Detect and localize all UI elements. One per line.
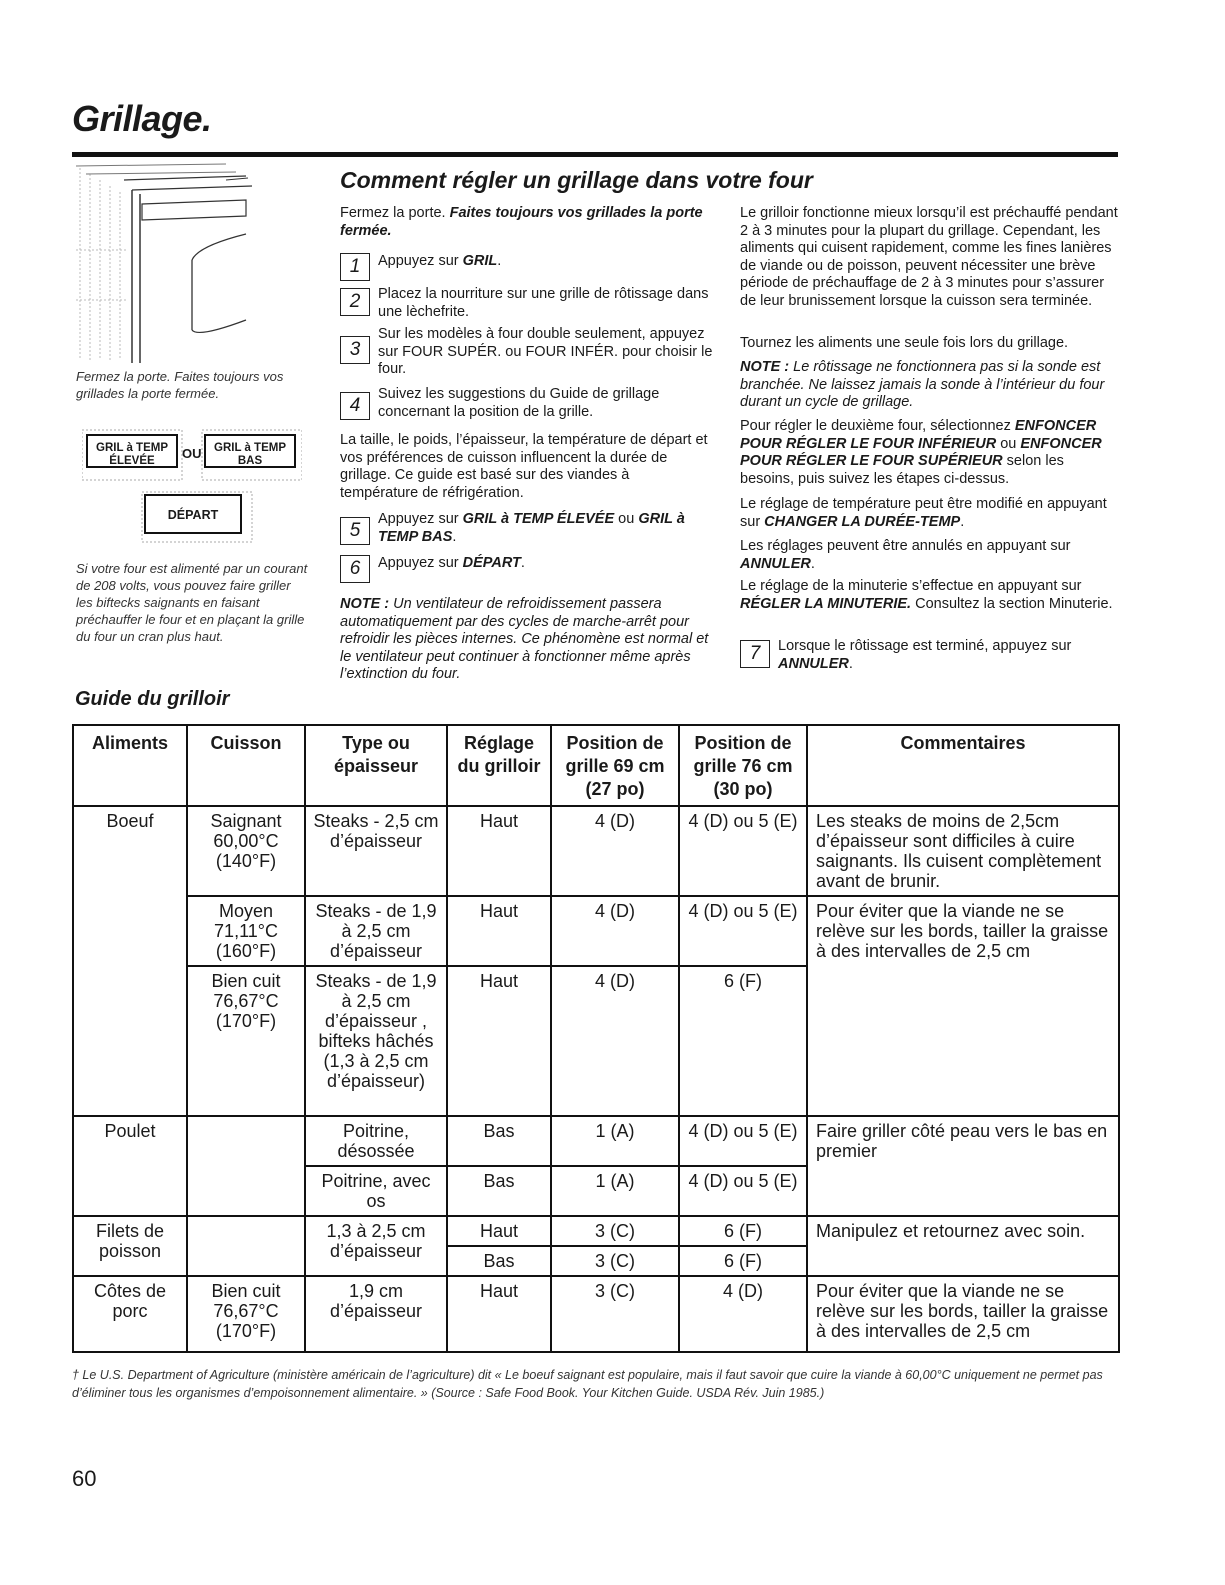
cell-cooking: Moyen 71,11°C (160°F) [187, 896, 305, 966]
step-number-1: 1 [340, 253, 370, 281]
cell-pos-69: 4 (D) [551, 806, 679, 896]
step-number-3: 3 [340, 336, 370, 364]
cell-comment: Pour éviter que la viande ne se relève sur les bords, tailler la graisse à des intervalles de 2,5 cm [807, 896, 1119, 1116]
size-paragraph: La taille, le poids, l’épaisseur, la température de départ et vos préférences de cuisson influencent la durée de grillage. Ce guide est basé sur des viandes à température de réfrigération. [340, 432, 708, 501]
step5-key2: GRIL à TEMP BAS [378, 511, 685, 545]
p3-a: Pour régler le deuxième four, sélectionnez [740, 418, 1015, 434]
preheat-paragraph: Le grilloir fonctionne mieux lorsqu’il est préchauffé pendant 2 à 3 minutes pour la plupart du grillage. Cependant, les aliments qui cuisent rapidement, comme les fines lanières de viande ou de poisson, peuvent nécessiter une brève période de préchauffage de 2 à 3 minutes pour s’assurer de leur brunissement lorsque la cuisson sera terminée. [740, 205, 1118, 309]
cell-food: Boeuf [73, 806, 187, 1116]
cell-type: 1,9 cm d’épaisseur [305, 1276, 447, 1352]
fan-note [340, 596, 710, 684]
cell-setting: Haut [447, 1276, 551, 1352]
cell-cooking: Bien cuit 76,67°C (170°F) [187, 966, 305, 1116]
probe-note [740, 359, 1110, 412]
p4-a: Le réglage de température peut être modifié en appuyant sur [740, 496, 1107, 530]
timer-paragraph [740, 578, 1118, 613]
footnote: † Le U.S. Department of Agriculture (ministère américain de l’agriculture) dit « Le boeuf saignant est populaire, mais il faut savoir que cuire la viande à 60,00°C uniquement ne permet pas d’éliminer tous les organismes d’empoisonnement alimentaire. » (Source : Safe Food Book. Your Kitchen Guide. USDA Rév. Juin 1985.) [72, 1368, 1103, 1400]
step1-text: Appuyez sur [378, 253, 463, 269]
header-pos-76: Position de grille 76 cm (30 po) [679, 725, 807, 806]
illustration-caption: Fermez la porte. Faites toujours vos grillades la porte fermée. [76, 369, 284, 401]
note-text: Un ventilateur de refroidissement passera automatiquement par des cycles de marche-arrêt pour refroidir les pièces internes. Ce phénomène est normal et le ventilateur peut continuer à fonctionner même après l’extinction du four. [340, 596, 709, 682]
step-number-5: 5 [340, 517, 370, 545]
step-1-text: Appuyez sur GRIL. [378, 253, 502, 269]
oven-door-illustration [76, 160, 308, 365]
cell-comment: Manipulez et retournez avec soin. [807, 1216, 1119, 1276]
second-oven-paragraph [740, 418, 1118, 488]
cell-type: Steaks - de 1,9 à 2,5 cm d’épaisseur , bifteks hâchés (1,3 à 2,5 cm d’épaisseur) [305, 966, 447, 1116]
title-rule [72, 152, 1118, 157]
step5-text: Appuyez sur [378, 511, 463, 527]
step7-text: Lorsque le rôtissage est terminé, appuyez sur [778, 638, 1072, 654]
cell-setting: Haut [447, 896, 551, 966]
header-setting: Réglage du grilloir [447, 725, 551, 806]
step7-key: ANNULER [778, 655, 849, 672]
cell-food: Filets de poisson [73, 1216, 187, 1276]
cell-pos-69: 1 (A) [551, 1116, 679, 1166]
step-7 [740, 638, 1120, 674]
start-button: DÉPART [144, 494, 242, 534]
cell-pos-69: 4 (D) [551, 966, 679, 1116]
oven-illustration-icon [76, 160, 308, 365]
probe-note-label: NOTE : [740, 359, 790, 375]
table-row [73, 896, 1119, 966]
cell-comment: Les steaks de moins de 2,5cm d’épaisseur sont difficiles à cuire saignants. Ils cuisent complètement avant de brunir. [807, 806, 1119, 896]
header-pos-69: Position de grille 69 cm (27 po) [551, 725, 679, 806]
p6-b: Consultez la section Minuterie. [911, 595, 1113, 612]
step2-text: Placez la nourriture sur une grille de rôtissage dans une lèchefrite. [378, 286, 709, 320]
section-title: Comment régler un grillage dans votre four [340, 167, 813, 193]
cell-setting: Haut [447, 806, 551, 896]
p3-key2: ENFONCER POUR RÉGLER LE FOUR SUPÉRIEUR [740, 435, 1102, 469]
cell-cooking: Saignant 60,00°C (140°F) [187, 806, 305, 896]
cell-setting: Bas [447, 1116, 551, 1166]
intro-bold: Faites toujours vos grillades la porte fermée. [340, 205, 703, 239]
p6-key: RÉGLER LA MINUTERIE. [740, 595, 912, 612]
step-number-4: 4 [340, 392, 370, 420]
cell-pos-76: 4 (D) ou 5 (E) [679, 1116, 807, 1166]
table-row [73, 1216, 1119, 1246]
cell-pos-69: 1 (A) [551, 1166, 679, 1216]
grill-high-button: GRIL à TEMP ÉLEVÉE [86, 434, 178, 468]
page-number: 60 [72, 1466, 97, 1491]
cell-type: Steaks - 2,5 cm d’épaisseur [305, 806, 447, 896]
page-title: Grillage. [72, 98, 212, 139]
cell-food: Côtes de porc [73, 1276, 187, 1352]
cell-cooking-empty [187, 1116, 305, 1216]
p5-key: ANNULER [740, 555, 811, 572]
step-6 [340, 553, 720, 583]
intro-text [340, 205, 720, 240]
cell-comment: Faire griller côté peau vers le bas en premier [807, 1116, 1119, 1216]
p5-a: Les réglages peuvent être annulés en appuyant sur [740, 538, 1071, 554]
header-type: Type ou épaisseur [305, 725, 447, 806]
header-cooking: Cuisson [187, 725, 305, 806]
cell-pos-69: 3 (C) [551, 1246, 679, 1276]
cell-cooking-empty [187, 1216, 305, 1276]
step1-key: GRIL [462, 253, 498, 269]
cell-type: Steaks - de 1,9 à 2,5 cm d’épaisseur [305, 896, 447, 966]
step-1 [340, 251, 720, 281]
note-label: NOTE : [340, 596, 390, 612]
broil-guide-table [72, 724, 1120, 1353]
p3-b: selon les besoins, puis suivez les étapes ci-dessus. [740, 453, 1064, 487]
cell-setting: Haut [447, 966, 551, 1116]
p4-key: CHANGER LA DURÉE-TEMP [764, 513, 961, 530]
step5-key1: GRIL à TEMP ÉLEVÉE [462, 511, 615, 527]
cell-pos-69: 4 (D) [551, 896, 679, 966]
cell-pos-69: 3 (C) [551, 1216, 679, 1246]
cancel-paragraph: Les réglages peuvent être annulés en appuyant sur ANNULER. [740, 538, 1071, 572]
step-5 [340, 511, 720, 547]
step3-text: Sur les modèles à four double seulement, appuyez sur FOUR SUPÉR. ou FOUR INFÉR. pour choisir le four. [378, 326, 713, 377]
table-row [73, 1276, 1119, 1352]
cell-food: Poulet [73, 1116, 187, 1216]
cell-type: Poitrine, avec os [305, 1166, 447, 1216]
cell-setting: Haut [447, 1216, 551, 1246]
cell-setting: Bas [447, 1246, 551, 1276]
cell-pos-76: 6 (F) [679, 1216, 807, 1246]
p3-or: ou [996, 435, 1021, 452]
cell-pos-76: 4 (D) ou 5 (E) [679, 896, 807, 966]
intro-plain: Fermez la porte. [340, 205, 450, 221]
step-number-6: 6 [340, 555, 370, 583]
step-number-7: 7 [740, 640, 770, 668]
control-panel [82, 428, 302, 558]
voltage-note: Si votre four est alimenté par un courant de 208 volts, vous pouvez faire griller les biftecks saignants en faisant préchauffer le four et en plaçant la grille du four un cran plus haut. [76, 561, 308, 644]
cell-cooking: Bien cuit 76,67°C (170°F) [187, 1276, 305, 1352]
cell-comment: Pour éviter que la viande ne se relève sur les bords, tailler la graisse à des intervalles de 2,5 cm [807, 1276, 1119, 1352]
step-3 [340, 326, 720, 380]
p6-a: Le réglage de la minuterie s’effectue en appuyant sur [740, 578, 1082, 594]
table-header-row [73, 725, 1119, 806]
header-food: Aliments [73, 725, 187, 806]
cell-type: 1,3 à 2,5 cm d’épaisseur [305, 1216, 447, 1276]
cell-pos-69: 3 (C) [551, 1276, 679, 1352]
temp-change-paragraph: Le réglage de température peut être modifié en appuyant sur CHANGER LA DURÉE-TEMP. [740, 496, 1107, 530]
cell-pos-76: 4 (D) ou 5 (E) [679, 806, 807, 896]
cell-setting: Bas [447, 1166, 551, 1216]
guide-heading: Guide du grilloir [75, 688, 230, 710]
step6-key: DÉPART [462, 555, 521, 571]
cell-pos-76: 6 (F) [679, 1246, 807, 1276]
cell-type: Poitrine, désossée [305, 1116, 447, 1166]
turn-paragraph: Tournez les aliments une seule fois lors du grillage. [740, 335, 1069, 351]
cell-pos-76: 4 (D) ou 5 (E) [679, 1166, 807, 1216]
grill-low-button: GRIL à TEMP BAS [204, 434, 296, 468]
step-7-text: Lorsque le rôtissage est terminé, appuyez sur ANNULER. [778, 638, 1072, 672]
probe-note-text: Le rôtissage ne fonctionnera pas si la sonde est branchée. Ne laissez jamais la sonde à l’intérieur du four durant un cycle de grillage. [740, 359, 1105, 410]
step6-text: Appuyez sur [378, 555, 463, 571]
header-comments: Commentaires [807, 725, 1119, 806]
step-5-text: Appuyez sur GRIL à TEMP ÉLEVÉE ou GRIL à TEMP BAS. [378, 511, 685, 545]
step4-text: Suivez les suggestions du Guide de grillage concernant la position de la grille. [378, 386, 660, 420]
step-2 [340, 286, 720, 322]
table-row [73, 806, 1119, 896]
step-4 [340, 386, 720, 422]
step-6-text: Appuyez sur DÉPART. [378, 555, 525, 571]
p3-key1: ENFONCER POUR RÉGLER LE FOUR INFÉRIEUR [740, 418, 1097, 452]
step5-or: ou [614, 511, 639, 527]
step-number-2: 2 [340, 288, 370, 316]
cell-pos-76: 4 (D) [679, 1276, 807, 1352]
table-row [73, 1116, 1119, 1166]
cell-pos-76: 6 (F) [679, 966, 807, 1116]
or-label: OU [182, 446, 202, 461]
